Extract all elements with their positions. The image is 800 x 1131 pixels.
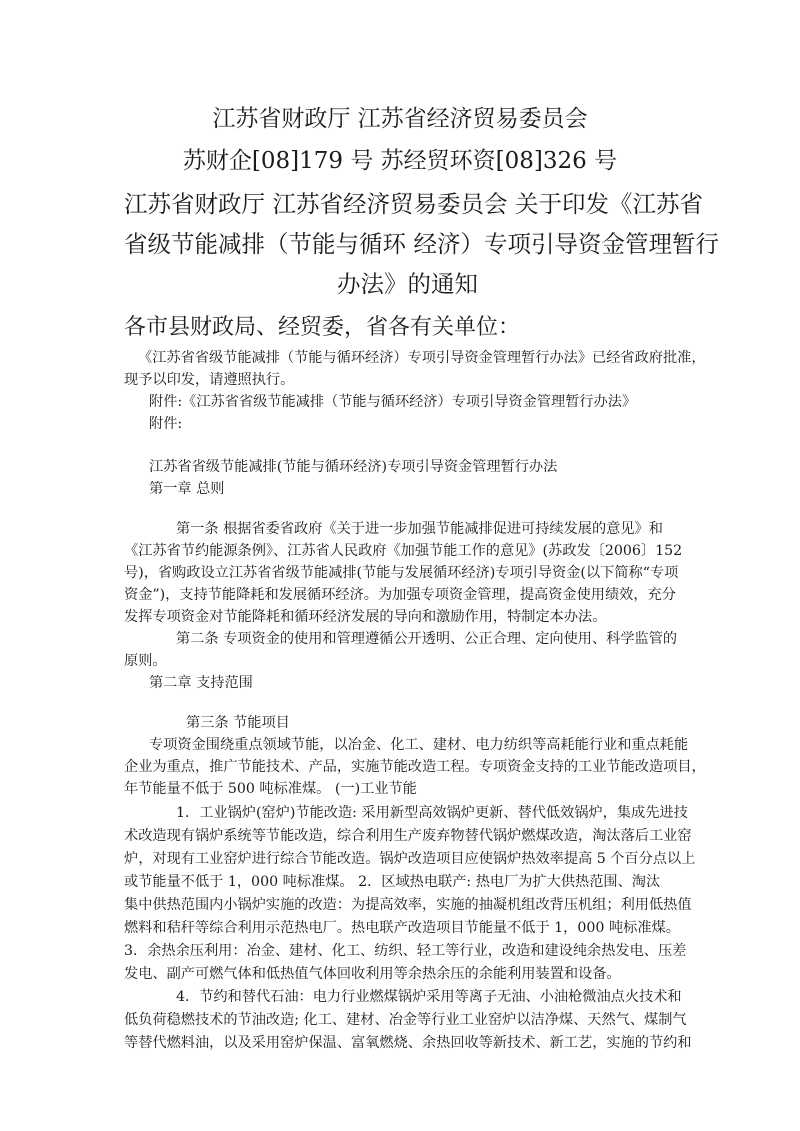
article-1-line: 资金”)，支持节能降耗和发展循环经济。为加强专项资金管理，提高资金使用绩效，充分 [124, 587, 676, 603]
body-line: 或节能量不低于 1，000 吨标准煤。 2．区域热电联产: 热电厂为扩大供热范围、淘汰 [124, 874, 661, 890]
attachment-line: 附件:《江苏省省级节能减排（节能与循环经济）专项引导资金管理暂行办法》 [149, 394, 637, 410]
document-numbers: 苏财企[08]179 号 苏经贸环资[08]326 号 [182, 148, 618, 174]
article-1-line: 《江苏省节约能源条例》、江苏省人民政府《加强节能工作的意见》(苏政发〔2006〕152 [124, 543, 683, 559]
body-line: 等替代燃料油，以及采用窑炉保温、富氧燃烧、余热回收等新技术、新工艺，实施的节约和 [124, 1035, 692, 1051]
notice-line: 现予以印发，请遵照执行。 [124, 372, 295, 388]
body-line: 1．工业锅炉(窑炉)节能改造: 采用新型高效锅炉更新、替代低效锅炉，集成先进技 [176, 805, 688, 821]
body-line: 术改造现有锅炉系统等节能改造，综合利用生产废弃物替代锅炉燃煤改造，淘汰落后工业窑 [124, 828, 692, 844]
article-1-line: 第一条 根据省委省政府《关于进一步加强节能减排促进可持续发展的意见》和 [176, 521, 663, 537]
article-1-line: 发挥专项资金对节能降耗和循环经济发展的导向和激励作用，特制定本办法。 [124, 609, 607, 625]
measures-title: 江苏省省级节能减排(节能与循环经济)专项引导资金管理暂行办法 [149, 459, 558, 475]
body-line: 专项资金围绕重点领域节能，以冶金、化工、建材、电力纺织等高耗能行业和重点耗能 [149, 737, 689, 753]
article-2-line: 原则。 [124, 653, 167, 669]
chapter-2-heading: 第二章 支持范围 [149, 675, 253, 691]
attachment-label: 附件: [149, 416, 183, 432]
body-line: 企业为重点，推广节能技术、产品，实施节能改造工程。专项资金支持的工业节能改造项目， [124, 759, 706, 775]
notice-title-line-3: 办法》的通知 [337, 270, 478, 298]
notice-title-line-1: 江苏省财政厅 江苏省经济贸易委员会 关于印发《江苏省 [124, 190, 703, 218]
body-line: 燃料和秸秆等综合利用示范热电厂。热电联产改造项目节能量不低于 1，000 吨标准煤。 [124, 920, 680, 936]
chapter-1-heading: 第一章 总则 [149, 481, 225, 497]
body-line: 发电、副产可燃气体和低热值气体回收利用等余热余压的余能利用装置和设备。 [124, 966, 621, 982]
issuers-heading: 江苏省财政厅 江苏省经济贸易委员会 [212, 106, 588, 132]
notice-line: 《江苏省省级节能减排（节能与循环经济）专项引导资金管理暂行办法》已经省政府批准， [138, 350, 706, 366]
body-line: 集中供热范围内小锅炉实施的改造：为提高效率，实施的抽凝机组改背压机组；利用低热值 [124, 897, 692, 913]
notice-title-line-2: 省级节能减排（节能与循环 经济）专项引导资金管理暂行 [124, 230, 719, 258]
article-3-heading: 第三条 节能项目 [186, 715, 290, 731]
article-2-line: 第二条 专项资金的使用和管理遵循公开透明、公正合理、定向使用、科学监管的 [176, 631, 678, 647]
body-line: 4．节约和替代石油：电力行业燃煤锅炉采用等离子无油、小油枪微油点火技术和 [176, 989, 682, 1005]
article-1-line: 号)，省购政设立江苏省省级节能减排(节能与发展循环经济)专项引导资金(以下简称“专项 [124, 565, 679, 581]
salutation: 各市县财政局、经贸委，省各有关单位： [124, 315, 521, 340]
body-line: 3．余热余压利用：冶金、建材、化工、纺织、轻工等行业，改造和建设纯余热发电、压差 [124, 943, 687, 959]
body-line: 低负荷稳燃技术的节油改造; 化工、建材、冶金等行业工业窑炉以洁净煤、天然气、煤制气 [124, 1012, 687, 1028]
body-line: 年节能量不低于 500 吨标准煤。 (一)工业节能 [124, 781, 417, 797]
body-line: 炉，对现有工业窑炉进行综合节能改造。锅炉改造项目应使锅炉热效率提高 5 个百分点以上 [124, 851, 696, 867]
